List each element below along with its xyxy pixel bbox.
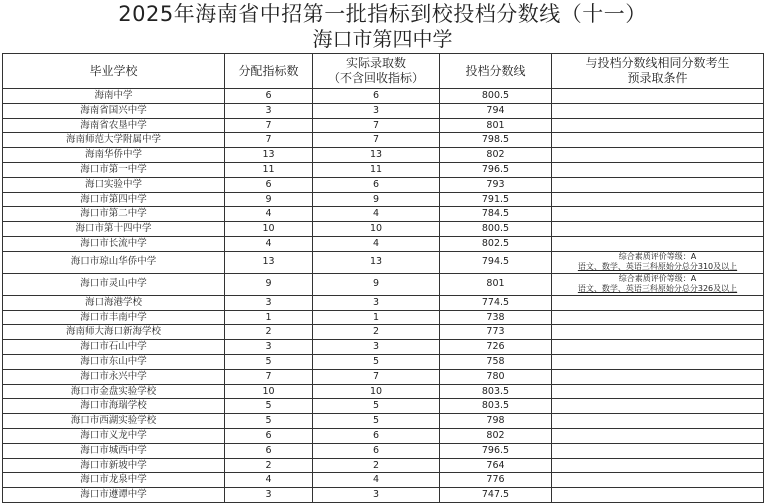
school-cell: 海口市城西中学: [3, 443, 225, 458]
condition-cell: [552, 273, 764, 295]
school-cell: 海口市第一中学: [3, 162, 225, 177]
quota-cell: 6: [225, 428, 313, 443]
admitted-cell: 6: [313, 89, 440, 104]
header-admitted: 实际录取数 （不含回收指标）: [313, 54, 440, 89]
school-cell: 海口市灵山中学: [3, 273, 225, 295]
quota-cell: 10: [225, 222, 313, 237]
school-cell: 海口市丰南中学: [3, 310, 225, 325]
admitted-cell: 4: [313, 473, 440, 488]
quota-cell: 9: [225, 192, 313, 207]
score-cell: 800.5: [440, 89, 552, 104]
table-row: [3, 133, 764, 148]
condition-cell: [552, 133, 764, 148]
table-row: [3, 273, 764, 295]
quota-cell: 2: [225, 458, 313, 473]
table-row: [3, 428, 764, 443]
school-cell: 海南师大海口新海学校: [3, 325, 225, 340]
score-cell: 801: [440, 118, 552, 133]
admitted-cell: 7: [313, 369, 440, 384]
quota-cell: 13: [225, 148, 313, 163]
quota-cell: 9: [225, 273, 313, 295]
quota-cell: 6: [225, 89, 313, 104]
condition-cell: [552, 369, 764, 384]
condition-cell: [552, 295, 764, 310]
header-score: 投档分数线: [440, 54, 552, 89]
table-row: [3, 369, 764, 384]
score-cell: 803.5: [440, 399, 552, 414]
condition-cell: [552, 236, 764, 251]
admitted-cell: 6: [313, 443, 440, 458]
table-row: [3, 399, 764, 414]
school-cell: 海口市海瑞学校: [3, 399, 225, 414]
condition-cell: [552, 89, 764, 104]
table-row: [3, 207, 764, 222]
condition-cell: [552, 177, 764, 192]
quota-cell: 1: [225, 310, 313, 325]
table-row: [3, 414, 764, 429]
school-cell: 海口市第二中学: [3, 207, 225, 222]
school-cell: 海口市石山中学: [3, 340, 225, 355]
table-row: [3, 443, 764, 458]
score-cell: 802: [440, 428, 552, 443]
quota-cell: 3: [225, 340, 313, 355]
admitted-cell: 7: [313, 118, 440, 133]
condition-cell: [552, 162, 764, 177]
score-cell: 801: [440, 273, 552, 295]
score-table: [2, 53, 764, 503]
score-cell: 747.5: [440, 488, 552, 503]
table-row: [3, 310, 764, 325]
admitted-cell: 6: [313, 177, 440, 192]
school-cell: 海口市永兴中学: [3, 369, 225, 384]
table-row: [3, 340, 764, 355]
school-cell: 海口实验中学: [3, 177, 225, 192]
score-cell: 758: [440, 354, 552, 369]
table-row: [3, 473, 764, 488]
admitted-cell: 4: [313, 207, 440, 222]
school-cell: 海南华侨中学: [3, 148, 225, 163]
condition-cell: [552, 354, 764, 369]
table-row: [3, 384, 764, 399]
table-row: [3, 488, 764, 503]
school-cell: 海南省农垦中学: [3, 118, 225, 133]
quota-cell: 7: [225, 118, 313, 133]
condition-cell: [552, 488, 764, 503]
condition-cell: [552, 458, 764, 473]
admitted-cell: 13: [313, 251, 440, 273]
quota-cell: 13: [225, 251, 313, 273]
score-cell: 798: [440, 414, 552, 429]
score-cell: 802.5: [440, 236, 552, 251]
condition-cell: [552, 207, 764, 222]
admitted-cell: 2: [313, 325, 440, 340]
table-row: [3, 325, 764, 340]
quota-cell: 3: [225, 488, 313, 503]
score-cell: 794.5: [440, 251, 552, 273]
quota-cell: 5: [225, 399, 313, 414]
quota-cell: 4: [225, 473, 313, 488]
school-cell: 海南中学: [3, 89, 225, 104]
school-cell: 海口市长流中学: [3, 236, 225, 251]
score-cell: 800.5: [440, 222, 552, 237]
quota-cell: 7: [225, 133, 313, 148]
score-cell: 794: [440, 103, 552, 118]
score-cell: 796.5: [440, 443, 552, 458]
condition-line1: 综合素质评价等级：A: [618, 274, 697, 284]
score-cell: 803.5: [440, 384, 552, 399]
admitted-cell: 5: [313, 399, 440, 414]
condition-cell: [552, 310, 764, 325]
condition-cell: [552, 414, 764, 429]
quota-cell: 4: [225, 236, 313, 251]
admitted-cell: 13: [313, 148, 440, 163]
header-quota: 分配指标数: [225, 54, 313, 89]
table-row: [3, 236, 764, 251]
table-header-row: [3, 54, 764, 89]
table-row: [3, 192, 764, 207]
quota-cell: 6: [225, 177, 313, 192]
score-cell: 780: [440, 369, 552, 384]
condition-line2: 语文、数学、英语三科原始分总分326及以上: [577, 284, 738, 294]
score-cell: 798.5: [440, 133, 552, 148]
admitted-cell: 6: [313, 428, 440, 443]
school-cell: 海口海港学校: [3, 295, 225, 310]
condition-cell: [552, 428, 764, 443]
condition-cell: [552, 384, 764, 399]
condition-cell: [552, 399, 764, 414]
condition-cell: [552, 251, 764, 273]
table-row: [3, 458, 764, 473]
score-cell: 774.5: [440, 295, 552, 310]
score-cell: 773: [440, 325, 552, 340]
school-cell: 海口市遵谭中学: [3, 488, 225, 503]
page-title: 2025年海南省中招第一批指标到校投档分数线（十一）: [118, 2, 647, 26]
condition-cell: [552, 340, 764, 355]
quota-cell: 6: [225, 443, 313, 458]
quota-cell: 7: [225, 369, 313, 384]
admitted-cell: 10: [313, 384, 440, 399]
header-condition: 与投档分数线相同分数考生 预录取条件: [552, 54, 764, 89]
score-cell: 764: [440, 458, 552, 473]
table-row: [3, 177, 764, 192]
admitted-cell: 9: [313, 273, 440, 295]
admitted-cell: 7: [313, 133, 440, 148]
admitted-cell: 3: [313, 295, 440, 310]
admitted-cell: 1: [313, 310, 440, 325]
score-cell: 784.5: [440, 207, 552, 222]
condition-cell: [552, 443, 764, 458]
score-cell: 802: [440, 148, 552, 163]
admitted-cell: 9: [313, 192, 440, 207]
admitted-cell: 10: [313, 222, 440, 237]
school-cell: 海南师范大学附属中学: [3, 133, 225, 148]
school-cell: 海南省国兴中学: [3, 103, 225, 118]
table-row: [3, 222, 764, 237]
quota-cell: 11: [225, 162, 313, 177]
admitted-cell: 11: [313, 162, 440, 177]
condition-cell: [552, 325, 764, 340]
school-cell: 海口市琼山华侨中学: [3, 251, 225, 273]
table-row: [3, 295, 764, 310]
condition-cell: [552, 148, 764, 163]
table-row: [3, 89, 764, 104]
admitted-cell: 3: [313, 340, 440, 355]
condition-cell: [552, 222, 764, 237]
condition-line2: 语文、数学、英语三科原始分总分310及以上: [577, 262, 738, 272]
page-subtitle: 海口市第四中学: [312, 27, 453, 51]
school-cell: 海口市第十四中学: [3, 222, 225, 237]
quota-cell: 4: [225, 207, 313, 222]
school-cell: 海口市西湖实验学校: [3, 414, 225, 429]
quota-cell: 2: [225, 325, 313, 340]
admitted-cell: 3: [313, 103, 440, 118]
quota-cell: 3: [225, 103, 313, 118]
quota-cell: 5: [225, 414, 313, 429]
admitted-cell: 5: [313, 414, 440, 429]
score-cell: 738: [440, 310, 552, 325]
school-cell: 海口市龙泉中学: [3, 473, 225, 488]
admitted-cell: 2: [313, 458, 440, 473]
condition-cell: [552, 118, 764, 133]
condition-cell: [552, 103, 764, 118]
admitted-cell: 4: [313, 236, 440, 251]
quota-cell: 5: [225, 354, 313, 369]
school-cell: 海口市新坡中学: [3, 458, 225, 473]
condition-cell: [552, 192, 764, 207]
score-cell: 776: [440, 473, 552, 488]
score-cell: 726: [440, 340, 552, 355]
school-cell: 海口市金盘实验学校: [3, 384, 225, 399]
score-cell: 793: [440, 177, 552, 192]
header-school: 毕业学校: [3, 54, 225, 89]
school-cell: 海口市义龙中学: [3, 428, 225, 443]
admitted-cell: 3: [313, 488, 440, 503]
quota-cell: 3: [225, 295, 313, 310]
admitted-cell: 5: [313, 354, 440, 369]
table-row: [3, 148, 764, 163]
condition-cell: [552, 473, 764, 488]
school-cell: 海口市第四中学: [3, 192, 225, 207]
score-cell: 791.5: [440, 192, 552, 207]
table-row: [3, 251, 764, 273]
score-cell: 796.5: [440, 162, 552, 177]
table-row: [3, 354, 764, 369]
table-row: [3, 118, 764, 133]
school-cell: 海口市东山中学: [3, 354, 225, 369]
table-row: [3, 162, 764, 177]
table-row: [3, 103, 764, 118]
condition-line1: 综合素质评价等级：A: [618, 252, 697, 262]
quota-cell: 10: [225, 384, 313, 399]
